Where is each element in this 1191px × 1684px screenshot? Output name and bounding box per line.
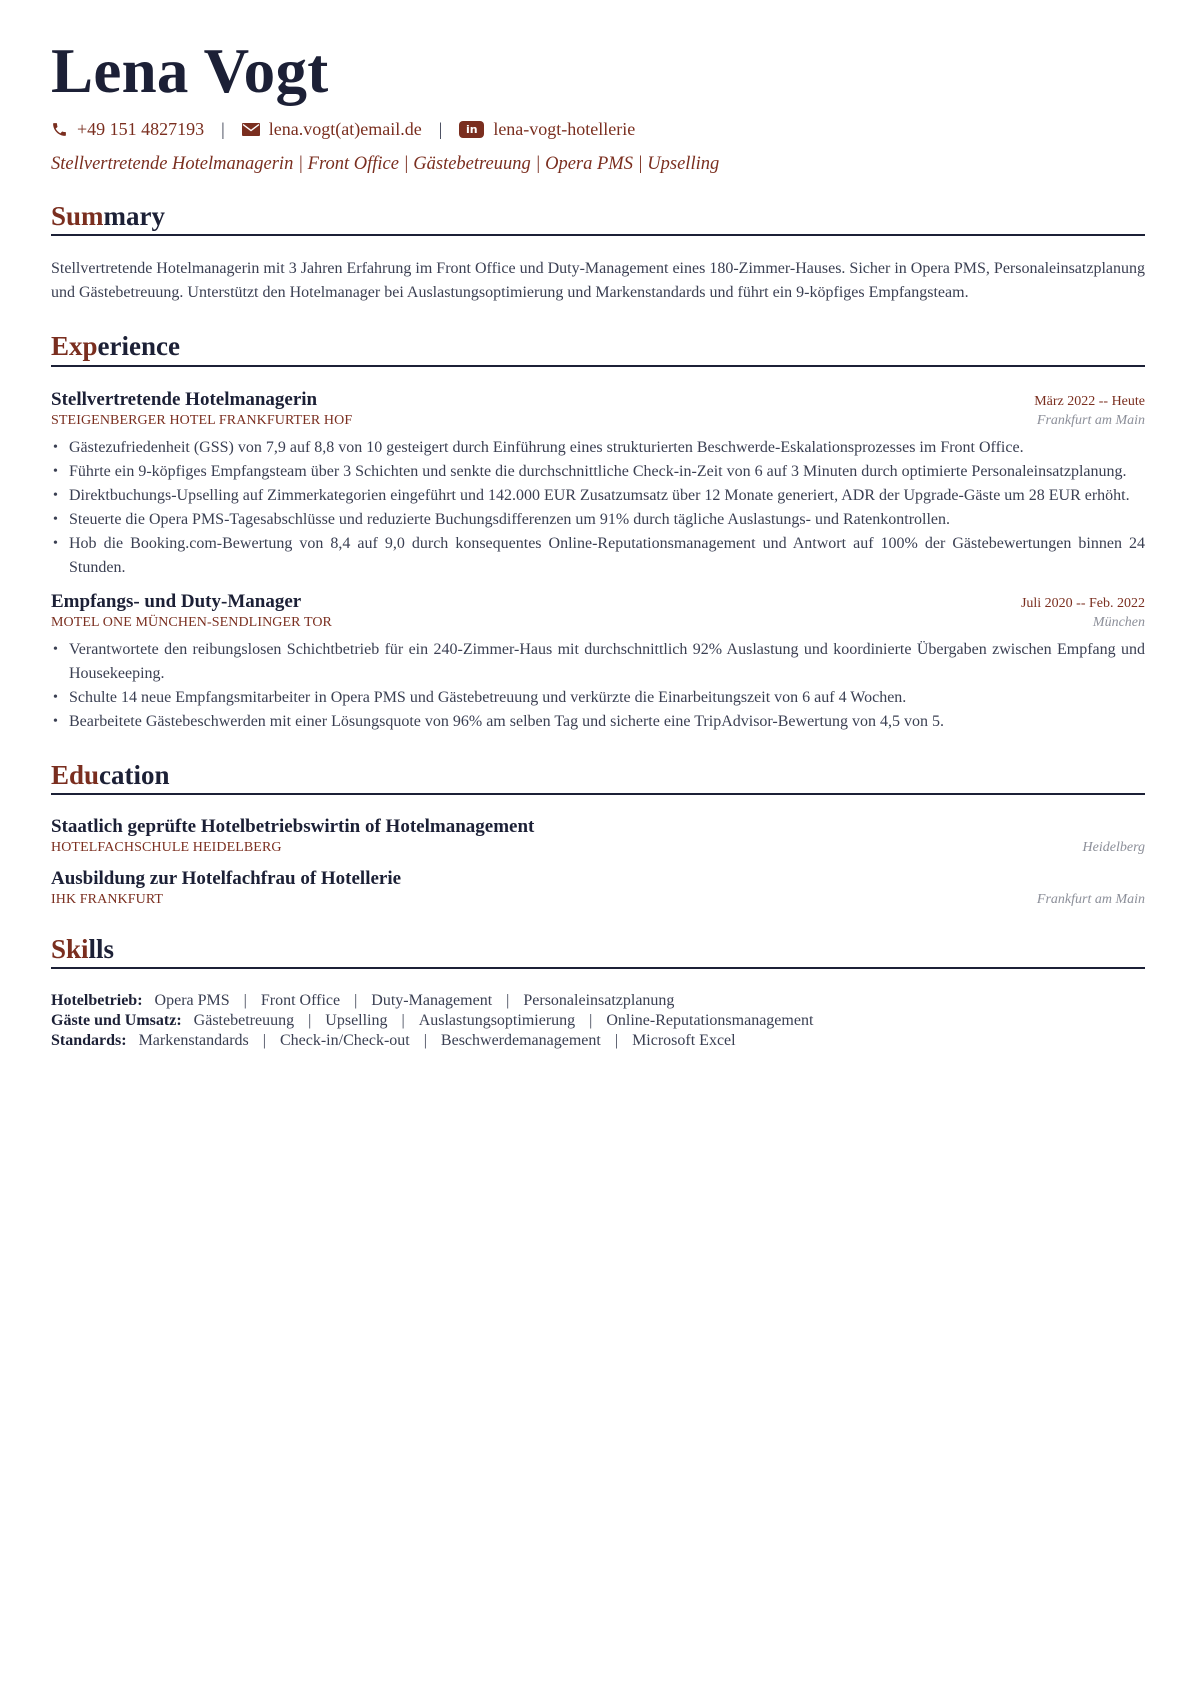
skill-row xyxy=(51,1031,1145,1051)
linkedin-icon: in xyxy=(459,121,484,138)
skill-separator: | xyxy=(354,992,358,1010)
tagline: Stellvertretende Hotelmanagerin | Front Office | Gästebetreuung | Opera PMS | Upselling xyxy=(51,154,720,174)
skill-item: Opera PMS xyxy=(154,992,230,1010)
candidate-name xyxy=(51,36,1145,106)
phone-icon xyxy=(51,121,68,138)
job-dates: März 2022 -- Heute xyxy=(1034,393,1145,409)
skills-list xyxy=(51,991,1145,1051)
section-divider xyxy=(51,365,1145,367)
skill-separator: | xyxy=(262,1032,266,1050)
summary-section xyxy=(51,202,1145,305)
contact-phone[interactable] xyxy=(51,119,204,140)
job-employer: MOTEL ONE MÜNCHEN-SENDLINGER TOR xyxy=(51,614,332,630)
education-entry xyxy=(51,868,1145,908)
bullet-item: • Gästezufriedenheit (GSS) von 7,9 auf 8,8 von 10 gesteigert durch Einführung eines strukturierten Beschwerde-Eskalationsprozesses im Front Office. xyxy=(51,436,1145,460)
contact-line xyxy=(51,119,1145,140)
job-bullets xyxy=(51,638,1145,734)
job-entry xyxy=(51,591,1145,734)
contact-separator: | xyxy=(221,119,225,139)
job-title: Empfangs- und Duty-Manager xyxy=(51,590,302,612)
job-employer: STEIGENBERGER HOTEL FRANKFURTER HOF xyxy=(51,412,353,428)
skill-item: Personaleinsatzplanung xyxy=(523,992,675,1010)
school-location: Heidelberg xyxy=(1082,840,1145,856)
education-section xyxy=(51,761,1145,908)
skill-item: Check-in/Check-out xyxy=(279,1032,410,1050)
skill-item: Front Office xyxy=(260,992,341,1010)
email-address: lena.vogt(at)email.de xyxy=(268,119,422,139)
linkedin-handle: lena-vogt-hotellerie xyxy=(493,119,636,139)
skill-separator: | xyxy=(401,1012,405,1030)
bullet-item: • Hob die Booking.com-Bewertung von 8,4 auf 9,0 durch konsequentes Online-Reputationsmanagement und Antwort auf 100% der Gästebewertungen binnen 24 Stunden. xyxy=(51,532,1145,580)
skill-item: Duty-Management xyxy=(371,992,493,1010)
skill-item: Markenstandards xyxy=(138,1032,249,1050)
skill-separator: | xyxy=(243,992,247,1010)
contact-separator: | xyxy=(438,119,443,139)
bullet-item: • Bearbeitete Gästebeschwerden mit einer Lösungsquote von 96% am selben Tag und sicherte eine TripAdvisor-Bewertung von 4,5 von 5. xyxy=(51,710,1145,734)
job-location: Frankfurt am Main xyxy=(1036,412,1145,428)
skill-item: Upselling xyxy=(325,1012,388,1030)
section-title-summary: Summary xyxy=(51,201,166,231)
skill-category: Hotelbetrieb: xyxy=(51,992,143,1010)
education-entry xyxy=(51,816,1145,856)
skill-item: Online-Reputationsmanagement xyxy=(606,1012,814,1030)
section-title-skills: Skills xyxy=(51,934,115,965)
school-location: Frankfurt am Main xyxy=(1036,892,1145,908)
skill-item: Gästebetreuung xyxy=(193,1012,295,1030)
job-location: München xyxy=(1092,614,1145,630)
skill-item: Microsoft Excel xyxy=(632,1032,736,1050)
last-name: Vogt xyxy=(203,36,329,106)
section-divider xyxy=(51,967,1145,969)
job-dates: Juli 2020 -- Feb. 2022 xyxy=(1020,595,1145,611)
job-bullets xyxy=(51,436,1145,580)
bullet-item: • Verantwortete den reibungslosen Schichtbetrieb für ein 240-Zimmer-Haus mit durchschnittlich 92% Auslastung und koordinierte Übergaben zwischen Empfang und Housekeeping. xyxy=(51,638,1145,686)
degree-title: Ausbildung zur Hotelfachfrau of Hotellerie xyxy=(51,868,402,890)
contact-linkedin[interactable] xyxy=(459,119,635,140)
job-entry xyxy=(51,389,1145,580)
bullet-item: • Steuerte die Opera PMS-Tagesabschlüsse und reduzierte Buchungsdifferenzen um 91% durch tägliche Auslastungs- und Ratenkontrollen. xyxy=(51,508,1145,532)
skill-item: Auslastungsoptimierung xyxy=(418,1012,576,1030)
section-title-education: Education xyxy=(51,759,170,790)
contact-email[interactable] xyxy=(242,119,422,140)
first-name: Lena xyxy=(51,36,189,106)
skill-item: Beschwerdemanagement xyxy=(440,1032,601,1050)
phone-number: +49 151 4827193 xyxy=(77,119,205,139)
school-name: HOTELFACHSCHULE HEIDELBERG xyxy=(51,840,282,856)
envelope-icon xyxy=(242,123,260,136)
section-divider xyxy=(51,234,1145,236)
school-name: IHK FRANKFURT xyxy=(51,892,164,908)
skills-section xyxy=(51,935,1145,1051)
skill-row xyxy=(51,991,1145,1011)
skill-row xyxy=(51,1011,1145,1031)
skill-separator: | xyxy=(423,1032,427,1050)
section-divider xyxy=(51,793,1145,795)
experience-section xyxy=(51,332,1145,733)
section-title-experience: Experience xyxy=(51,331,180,362)
skill-separator: | xyxy=(308,1012,312,1030)
skill-separator: | xyxy=(506,992,510,1010)
resume-page xyxy=(51,36,1145,1051)
bullet-item: • Führte ein 9-köpfiges Empfangsteam über 3 Schichten und senkte die durchschnittliche Check-in-Zeit von 6 auf 3 Minuten durch optimierte Personaleinsatzplanung. xyxy=(51,460,1145,484)
skill-category: Gäste und Umsatz: xyxy=(51,1012,182,1030)
skill-category: Standards: xyxy=(51,1032,127,1050)
job-title: Stellvertretende Hotelmanagerin xyxy=(51,388,318,410)
summary-text: Stellvertretende Hotelmanagerin mit 3 Jahren Erfahrung im Front Office und Duty-Management eines 180-Zimmer-Hauses. Sicher in Opera PMS, Personaleinsatzplanung und Gästebetreuung. Unterstützt den Hotelmanager bei Auslastungsoptimierung und Markenstandards und führt ein 9-köpfiges Empfangsteam. xyxy=(51,260,1145,302)
skill-separator: | xyxy=(614,1032,619,1050)
bullet-item: • Direktbuchungs-Upselling auf Zimmerkategorien eingeführt und 142.000 EUR Zusatzumsatz über 12 Monate generiert, ADR der Upgrade-Gäste um 28 EUR erhöht. xyxy=(51,484,1145,508)
skill-separator: | xyxy=(589,1012,593,1030)
degree-title: Staatlich geprüfte Hotelbetriebswirtin of Hotelmanagement xyxy=(51,816,535,838)
bullet-item: • Schulte 14 neue Empfangsmitarbeiter in Opera PMS und Gästebetreuung und verkürzte die Einarbeitungszeit von 6 auf 4 Wochen. xyxy=(51,686,1145,710)
